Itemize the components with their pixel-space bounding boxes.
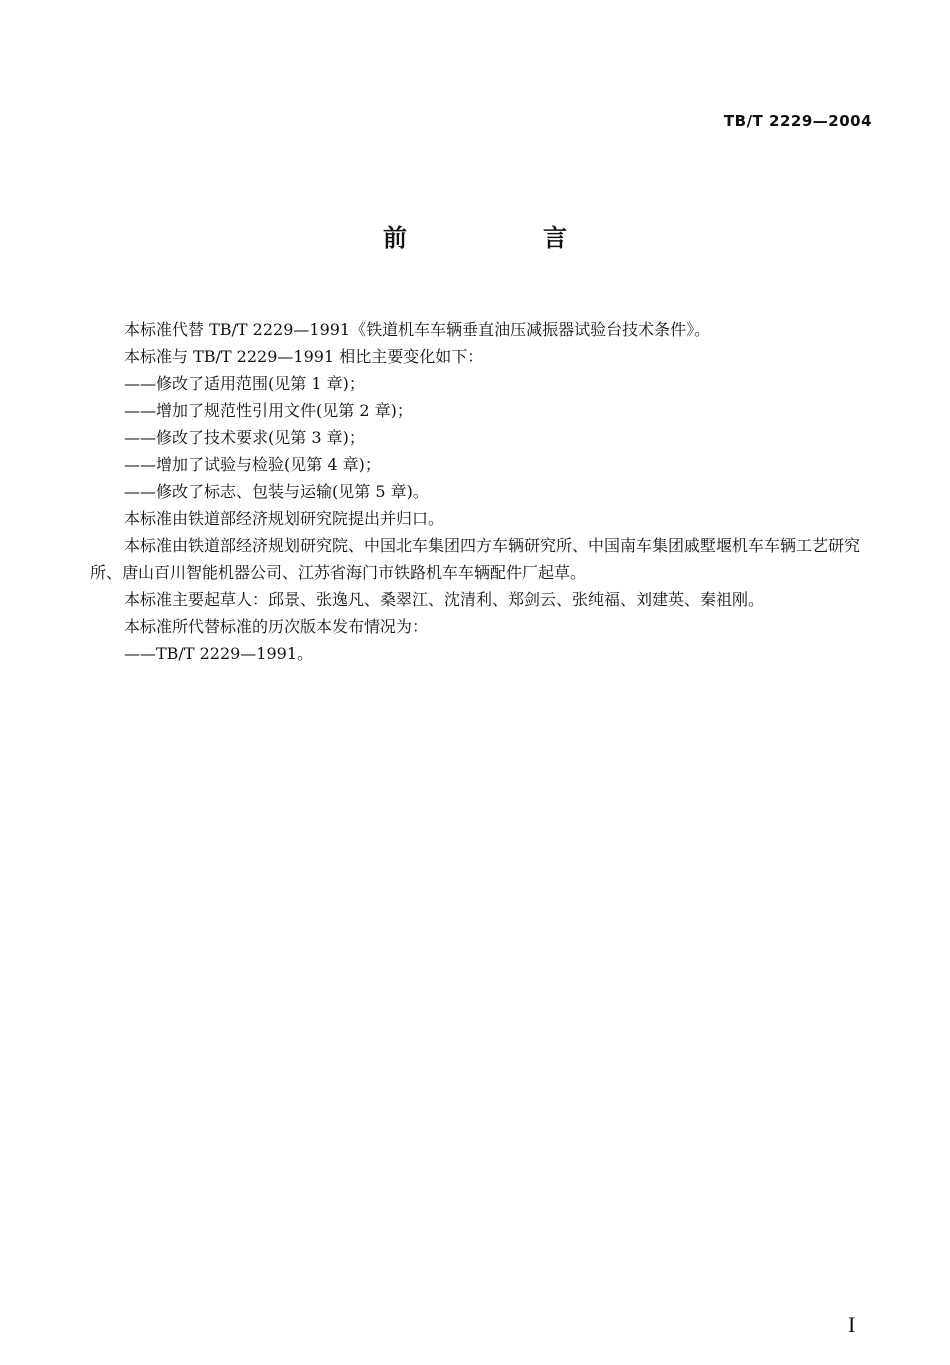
list-item-testing: ——增加了试验与检验(见第 4 章)；: [124, 455, 381, 474]
paragraph-history-intro: 本标准所代替标准的历次版本发布情况为：: [124, 617, 429, 636]
foreword-body: [90, 316, 890, 667]
paragraph-replaces: 本标准代替 TB/T 2229—1991《铁道机车车辆垂直油压减振器试验台技术条件》。: [124, 320, 711, 339]
list-item-references: ——增加了规范性引用文件(见第 2 章)；: [124, 401, 413, 420]
list-item-requirements: ——修改了技术要求(见第 3 章)；: [124, 428, 365, 447]
list-item-history: ——TB/T 2229—1991。: [124, 644, 314, 663]
list-item-scope: ——修改了适用范围(见第 1 章)；: [124, 374, 365, 393]
paragraph-drafters: 本标准主要起草人：邱景、张逸凡、桑翠江、沈清利、郑剑云、张纯福、刘建英、秦祖刚。: [124, 590, 765, 609]
page-number: I: [848, 1312, 856, 1337]
standard-code: TB/T 2229—2004: [723, 112, 872, 130]
paragraph-changes-intro: 本标准与 TB/T 2229—1991 相比主要变化如下：: [124, 347, 484, 366]
page-title: 前 言: [383, 224, 623, 252]
paragraph-drafting-units: 本标准由铁道部经济规划研究院、中国北车集团四方车辆研究所、中国南车集团戚墅堰机车车辆工艺研究所、唐山百川智能机器公司、江苏省海门市铁路机车车辆配件厂起草。: [90, 536, 861, 582]
paragraph-proposer: 本标准由铁道部经济规划研究院提出并归口。: [124, 509, 445, 528]
list-item-marking: ——修改了标志、包装与运输(见第 5 章)。: [124, 482, 429, 501]
